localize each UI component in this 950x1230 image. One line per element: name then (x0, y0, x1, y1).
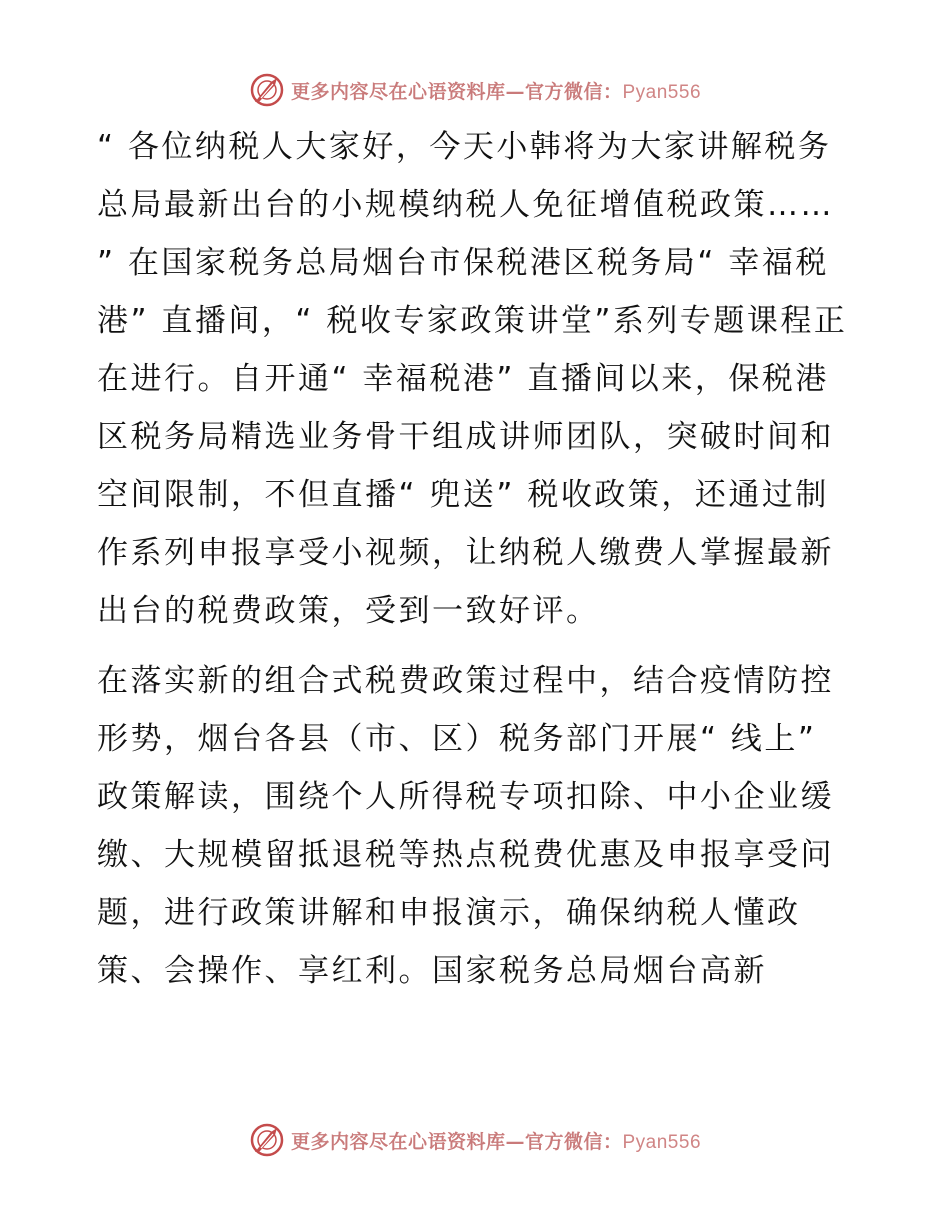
quill-seal-icon (249, 1122, 285, 1158)
paragraph-1: “ 各位纳税人大家好，今天小韩将为大家讲解税务总局最新出台的小规模纳税人免征增值税政策…… ” 在国家税务总局烟台市保税港区税务局“ 幸福税港” 直播间，“ 税收专家政策讲堂”系列专题课程正在进行。自开通“ 幸福税港” 直播间以来，保税港区税务局精选业务骨干组成讲师团队，突破时间和空间限制，不但直播“ 兜送” 税收政策，还通过制作系列申报享受小视频，让纳税人缴费人掌握最新出台的税费政策，受到一致好评。 (97, 129, 848, 629)
footer-banner (0, 1120, 950, 1160)
header-banner (0, 70, 950, 110)
header-wechat-id: Pyan556 (622, 81, 702, 103)
footer-banner-text: 更多内容尽在心语资料库—官方微信：Pyan556 (290, 1130, 702, 1153)
document-body (97, 118, 857, 1000)
quill-seal-icon (249, 72, 285, 108)
footer-wechat-id: Pyan556 (622, 1131, 702, 1153)
header-banner-text: 更多内容尽在心语资料库—官方微信：Pyan556 (290, 80, 702, 103)
paragraph-2: 在落实新的组合式税费政策过程中，结合疫情防控形势，烟台各县（市、区）税务部门开展“ 线上” 政策解读，围绕个人所得税专项扣除、中小企业缓缴、大规模留抵退税等热点税费优惠及申报享受问题，进行政策讲解和申报演示，确保纳税人懂政策、会操作、享红利。国家税务总局烟台高新 (97, 663, 834, 989)
